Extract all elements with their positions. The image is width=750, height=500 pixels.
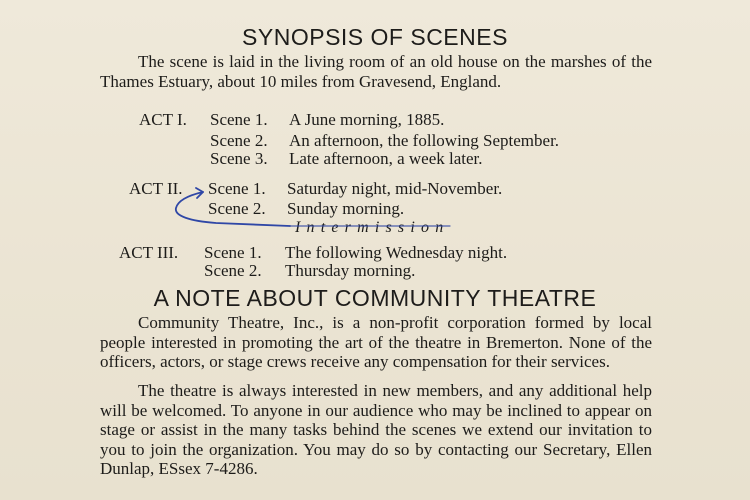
- scene-number: Scene 1.: [210, 110, 268, 129]
- scene-number: Scene 3.: [210, 149, 268, 168]
- scene-description: Sunday morning.: [287, 199, 405, 218]
- note-paragraph-2: The theatre is always interested in new members, and any additional help will be welcomed. To anyone in our audience who may be inclined to appear on stage or assist in the many tasks behind the scenes we extend our invitation to you to join the organization. You may do so by contacting our Secretary, Ellen Dunlap, ESsex 7-4286.: [100, 381, 652, 478]
- act1-label: ACT I.: [139, 110, 187, 129]
- scene-description: Saturday night, mid-November.: [287, 179, 503, 198]
- scene-description: Late afternoon, a week later.: [289, 149, 483, 168]
- note-title: A NOTE ABOUT COMMUNITY THEATRE: [153, 285, 597, 311]
- synopsis-intro: The scene is laid in the living room of an old house on the marshes of the Thames Estuary, about 10 miles from Gravesend, England.: [100, 52, 652, 91]
- intermission-label: Intermission: [295, 219, 450, 236]
- scene-description: Thursday morning.: [285, 261, 416, 280]
- scene-number: Scene 2.: [204, 261, 262, 280]
- note-paragraph-1: Community Theatre, Inc., is a non-profit corporation formed by local people interested in promoting the art of the theatre in Bremerton. None of the officers, actors, or stage crews receive any compensation for their services.: [100, 313, 652, 371]
- act2-label: ACT II.: [129, 179, 183, 198]
- scene-number: Scene 2.: [208, 199, 266, 218]
- act3-label: ACT III.: [119, 243, 179, 262]
- scene-description: The following Wednesday night.: [285, 243, 508, 262]
- synopsis-title: SYNOPSIS OF SCENES: [242, 24, 508, 50]
- scene-description: An afternoon, the following September.: [289, 131, 560, 150]
- scene-number: Scene 1.: [208, 179, 266, 198]
- scene-number: Scene 2.: [210, 131, 268, 150]
- scene-number: Scene 1.: [204, 243, 262, 262]
- scene-description: A June morning, 1885.: [289, 110, 445, 129]
